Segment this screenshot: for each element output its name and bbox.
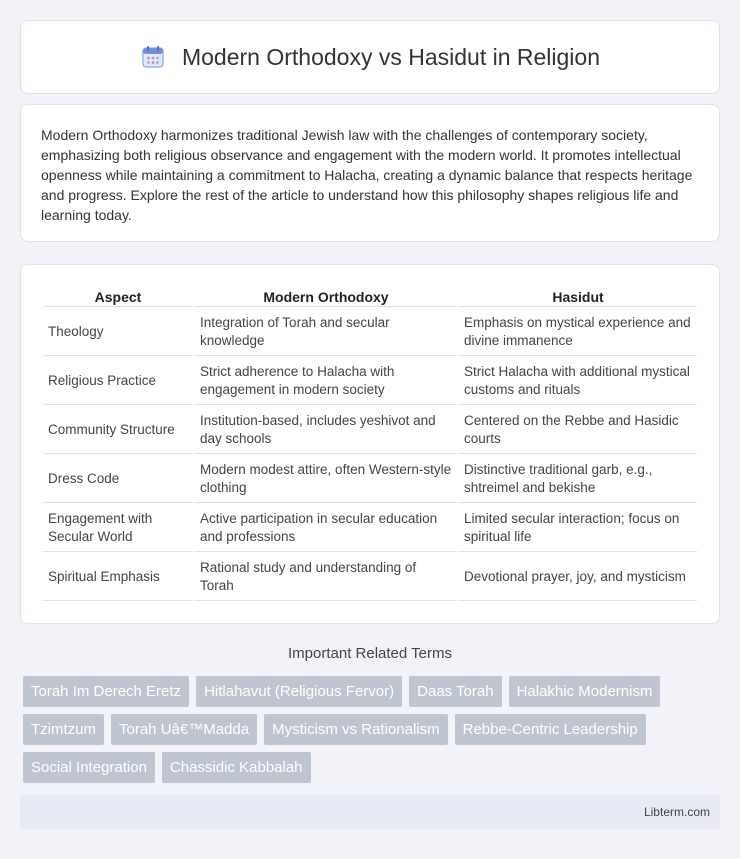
comparison-table-card bbox=[20, 264, 720, 624]
cell-modern-orthodoxy: Rational study and understanding of Torah bbox=[195, 554, 457, 601]
cell-aspect: Dress Code bbox=[43, 456, 193, 503]
related-term-tag[interactable]: Tzimtzum bbox=[23, 714, 104, 745]
cell-aspect: Theology bbox=[43, 309, 193, 356]
table-row bbox=[43, 358, 697, 405]
table-row bbox=[43, 456, 697, 503]
table-row bbox=[43, 309, 697, 356]
header-modern-orthodoxy: Modern Orthodoxy bbox=[195, 285, 457, 307]
cell-hasidut: Limited secular interaction; focus on spiritual life bbox=[459, 505, 697, 552]
related-term-tag[interactable]: Halakhic Modernism bbox=[509, 676, 661, 707]
cell-aspect: Community Structure bbox=[43, 407, 193, 454]
related-term-tag[interactable]: Hitlahavut (Religious Fervor) bbox=[196, 676, 402, 707]
table-header-row bbox=[43, 285, 697, 307]
cell-aspect: Religious Practice bbox=[43, 358, 193, 405]
page-title: Modern Orthodoxy vs Hasidut in Religion bbox=[181, 43, 601, 70]
cell-hasidut: Strict Halacha with additional mystical customs and rituals bbox=[459, 358, 697, 405]
title-card bbox=[20, 20, 720, 94]
related-term-tag[interactable]: Rebbe-Centric Leadership bbox=[455, 714, 646, 745]
related-term-tag[interactable]: Mysticism vs Rationalism bbox=[264, 714, 448, 745]
footer bbox=[20, 795, 720, 829]
related-term-tag[interactable]: Torah Uâ€™Madda bbox=[111, 714, 257, 745]
cell-modern-orthodoxy: Active participation in secular education and professions bbox=[195, 505, 457, 552]
related-terms-list bbox=[23, 676, 723, 790]
header-hasidut: Hasidut bbox=[459, 285, 697, 307]
header-aspect: Aspect bbox=[43, 285, 193, 307]
footer-site-link[interactable]: Libterm.com bbox=[643, 805, 710, 819]
related-term-tag[interactable]: Torah Im Derech Eretz bbox=[23, 676, 189, 707]
related-terms-title: Important Related Terms bbox=[288, 645, 452, 662]
related-term-tag[interactable]: Daas Torah bbox=[409, 676, 501, 707]
cell-modern-orthodoxy: Strict adherence to Halacha with engagement in modern society bbox=[195, 358, 457, 405]
table-row bbox=[43, 505, 697, 552]
cell-hasidut: Centered on the Rebbe and Hasidic courts bbox=[459, 407, 697, 454]
cell-hasidut: Distinctive traditional garb, e.g., shtreimel and bekishe bbox=[459, 456, 697, 503]
cell-modern-orthodoxy: Integration of Torah and secular knowledge bbox=[195, 309, 457, 356]
cell-aspect: Engagement with Secular World bbox=[43, 505, 193, 552]
table-row bbox=[43, 554, 697, 601]
intro-text: Modern Orthodoxy harmonizes traditional Jewish law with the challenges of contemporary society, emphasizing both religious observance and engagement with the modern world. It promotes intellectual openness while maintaining a commitment to Halacha, creating a dynamic balance that respects heritage and progress. Explore the rest of the article to understand how this philosophy shapes religious life and learning today. bbox=[41, 127, 693, 223]
related-term-tag[interactable]: Chassidic Kabbalah bbox=[162, 752, 311, 783]
intro-card bbox=[20, 104, 720, 242]
cell-hasidut: Emphasis on mystical experience and divine immanence bbox=[459, 309, 697, 356]
table-row bbox=[43, 407, 697, 454]
related-term-tag[interactable]: Social Integration bbox=[23, 752, 155, 783]
calendar-icon bbox=[140, 44, 166, 70]
comparison-table bbox=[41, 283, 699, 603]
cell-hasidut: Devotional prayer, joy, and mysticism bbox=[459, 554, 697, 601]
cell-modern-orthodoxy: Institution-based, includes yeshivot and day schools bbox=[195, 407, 457, 454]
cell-aspect: Spiritual Emphasis bbox=[43, 554, 193, 601]
cell-modern-orthodoxy: Modern modest attire, often Western-style clothing bbox=[195, 456, 457, 503]
